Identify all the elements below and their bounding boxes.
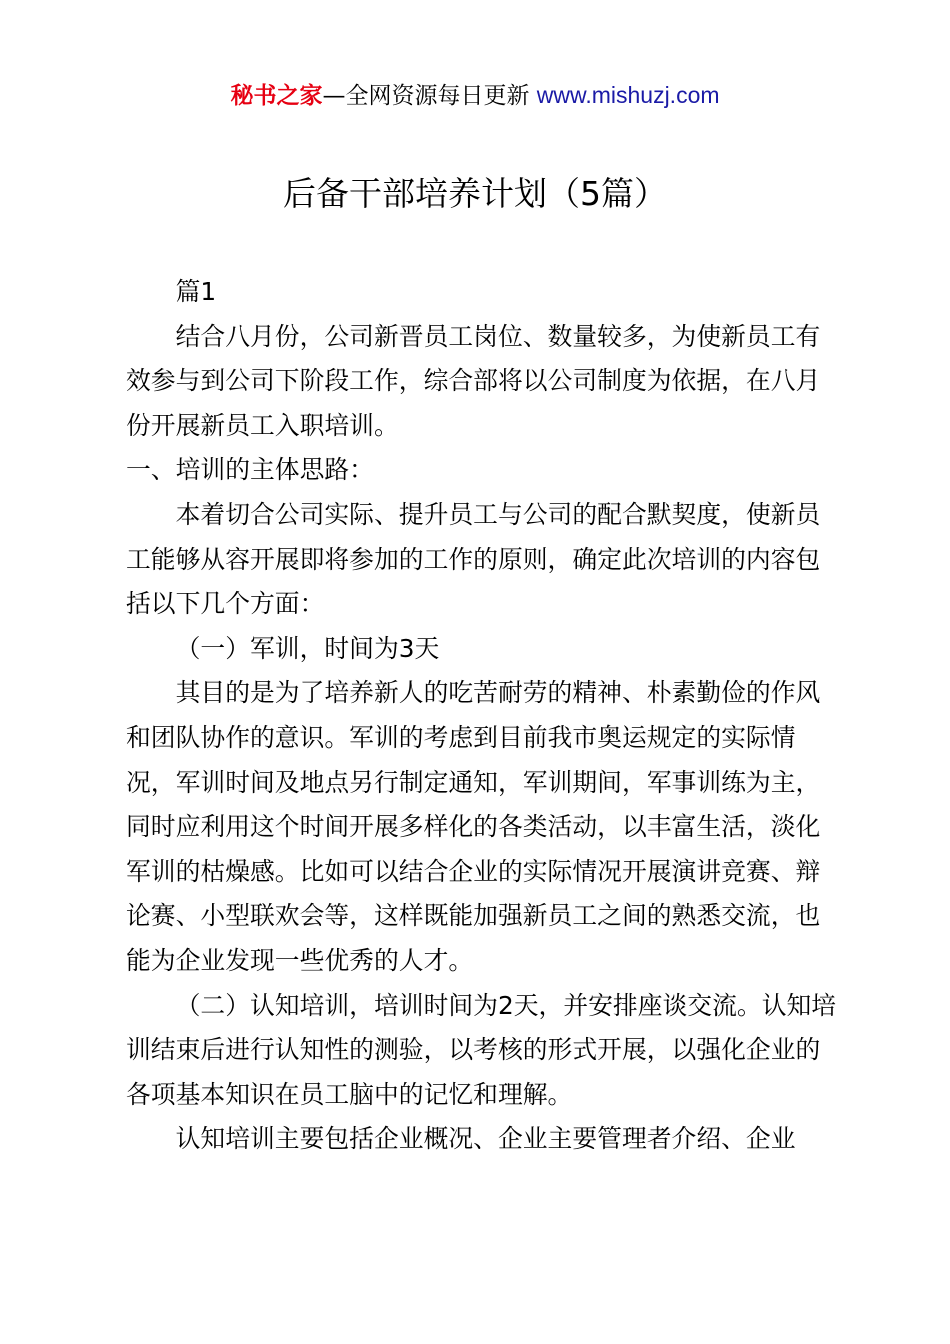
body-paragraph: 认知培训主要包括企业概况、企业主要管理者介绍、企业 [175,1124,796,1154]
site-header [0,80,950,111]
site-url-link[interactable]: www.mishuzj.com [536,82,720,108]
brand-name: 秘书之家 [230,83,323,109]
document-body [126,270,838,1162]
body-paragraph: 其目的是为了培养新人的吃苦耐劳的精神、朴素勤俭的作风和团队协作的意识。军训的考虑到目前我市奥运规定的实际情况，军训时间及地点另行制定通知，军训期间，军事训练为主，同时应利用这个时间开展多样化的各类活动，以丰富生活，淡化军训的枯燥感。比如可以结合企业的实际情况开展演讲竞赛、辩论赛、小型联欢会等，这样既能加强新员工之间的熟悉交流，也能为企业发现一些优秀的人才。 [126,678,821,975]
body-paragraph: 结合八月份，公司新晋员工岗位、数量较多，为使新员工有效参与到公司下阶段工作，综合部将以公司制度为依据，在八月份开展新员工入职培训。 [126,321,821,440]
body-paragraph: 本着切合公司实际、提升员工与公司的配合默契度，使新员工能够从容开展即将参加的工作的原则，确定此次培训的内容包括以下几个方面： [126,499,821,619]
subsection-heading: （一）军训，时间为3天 [175,633,440,663]
body-paragraph: （二）认知培训，培训时间为2天，并安排座谈交流。认知培训结束后进行认知性的测验，以考核的形式开展，以强化企业的各项基本知识在员工脑中的记忆和理解。 [126,990,837,1109]
header-tagline: —全网资源每日更新 [322,83,530,109]
document-title: 后备干部培养计划（5篇） [283,174,667,213]
section-label: 篇1 [175,277,217,306]
section-heading: 一、培训的主体思路： [126,455,374,485]
